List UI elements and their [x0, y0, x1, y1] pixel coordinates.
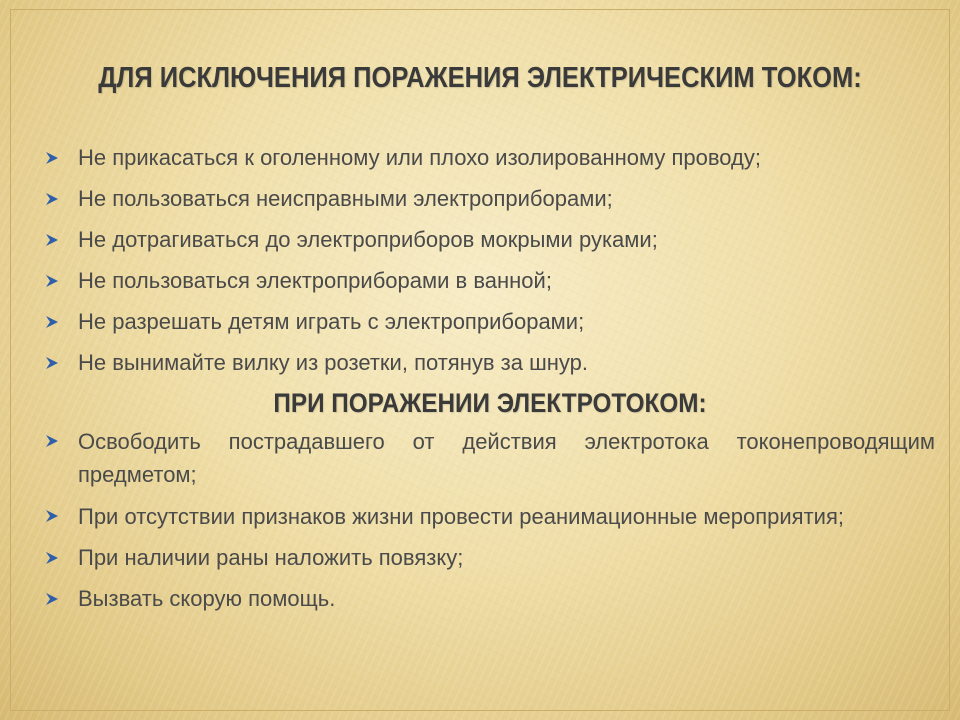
- aid-item: [45, 500, 935, 533]
- prevention-item: [45, 306, 935, 338]
- prevention-item-text: Не пользоваться неисправными электроприборами;: [78, 186, 613, 211]
- prevention-item: [45, 183, 935, 215]
- prevention-item-text: Не разрешать детям играть с электроприборами;: [78, 309, 585, 334]
- prevention-item-text: Не прикасаться к оголенному или плохо изолированному проводу;: [78, 145, 761, 170]
- aid-item: [45, 583, 935, 615]
- slide-title: ДЛЯ ИСКЛЮЧЕНИЯ ПОРАЖЕНИЯ ЭЛЕКТРИЧЕСКИМ ТОКОМ:: [98, 62, 862, 94]
- arrow-bullet-icon: [45, 583, 65, 615]
- arrow-bullet-icon: [45, 306, 65, 338]
- aid-item-text: При наличии раны наложить повязку;: [78, 545, 464, 570]
- arrow-bullet-icon: [45, 224, 65, 256]
- prevention-item: [45, 265, 935, 297]
- aid-item-text: Вызвать скорую помощь.: [78, 586, 336, 611]
- aid-item: [45, 425, 935, 491]
- aid-item-text: При отсутствии признаков жизни провести реанимационные мероприятия;: [78, 504, 844, 529]
- prevention-item-text: Не дотрагиваться до электроприборов мокрыми руками;: [78, 227, 658, 252]
- prevention-item-text: Не пользоваться электроприборами в ванной;: [78, 268, 552, 293]
- section-subtitle: ПРИ ПОРАЖЕНИИ ЭЛЕКТРОТОКОМ:: [273, 388, 707, 418]
- arrow-bullet-icon: [45, 142, 65, 174]
- prevention-item-text: Не вынимайте вилку из розетки, потянув за шнур.: [78, 350, 589, 375]
- aid-item-text: Освободить пострадавшего от действия электротока токонепроводящим предметом;: [78, 429, 935, 487]
- aid-item: [45, 542, 935, 574]
- prevention-item: [45, 142, 935, 174]
- slide-content: [45, 142, 935, 624]
- arrow-bullet-icon: [45, 347, 65, 379]
- arrow-bullet-icon: [45, 500, 65, 532]
- arrow-bullet-icon: [45, 183, 65, 215]
- prevention-item: [45, 347, 935, 379]
- arrow-bullet-icon: [45, 265, 65, 297]
- arrow-bullet-icon: [45, 425, 65, 457]
- arrow-bullet-icon: [45, 542, 65, 574]
- prevention-item: [45, 224, 935, 256]
